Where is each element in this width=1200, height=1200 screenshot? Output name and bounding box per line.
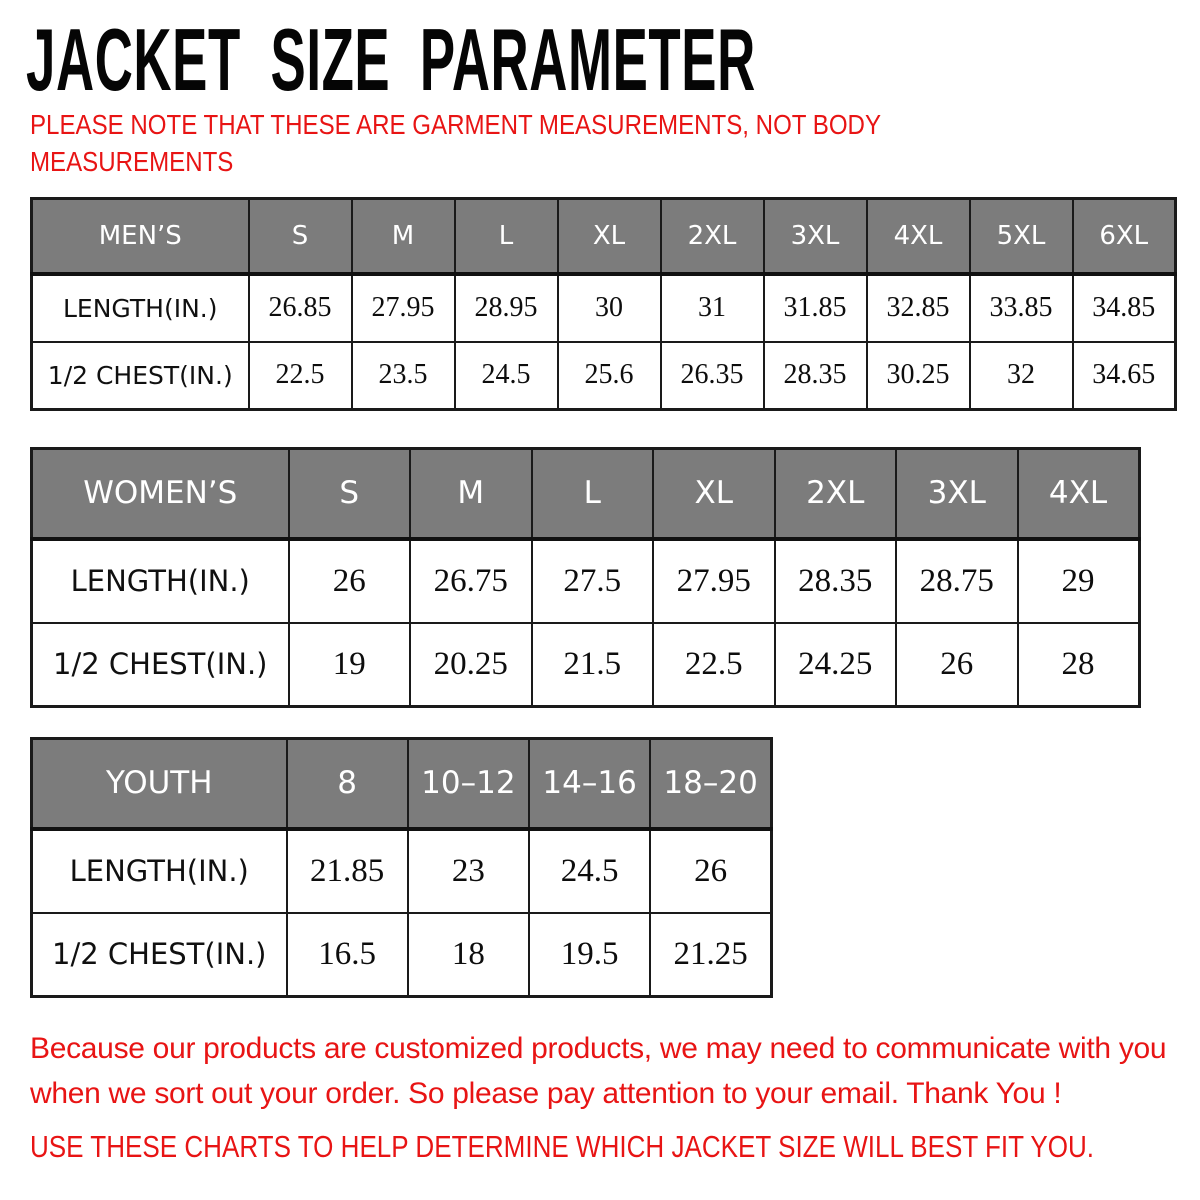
table-corner-label: YOUTH: [32, 739, 287, 829]
measurement-value-cell: 19.5: [529, 913, 650, 997]
measurement-value-cell: 24.25: [775, 623, 897, 707]
measurement-value-cell: 21.25: [650, 913, 771, 997]
garment-measurement-note-line2: MEASUREMENTS: [30, 146, 234, 177]
measurement-value-cell: 21.85: [287, 829, 408, 913]
size-column-header: 8: [287, 739, 408, 829]
measurement-value-cell: 31.85: [764, 274, 867, 342]
measurement-value-cell: 30.25: [867, 342, 970, 410]
table-row: [32, 623, 1140, 707]
measurement-value-cell: 27.5: [532, 539, 654, 623]
measurement-value-cell: 25.6: [558, 342, 661, 410]
table-row: [32, 274, 1176, 342]
measurement-value-cell: 18: [408, 913, 529, 997]
measurement-value-cell: 28.75: [896, 539, 1018, 623]
size-column-header: M: [410, 449, 532, 539]
youth-size-table: [30, 737, 773, 998]
measurement-row-label: 1/2 CHEST(IN.): [32, 623, 289, 707]
measurement-value-cell: 22.5: [249, 342, 352, 410]
usage-instruction: USE THESE CHARTS TO HELP DETERMINE WHICH JACKET SIZE WILL BEST FIT YOU.: [30, 1129, 1095, 1164]
measurement-value-cell: 21.5: [532, 623, 654, 707]
size-column-header: 3XL: [764, 199, 867, 274]
measurement-row-label: LENGTH(IN.): [32, 829, 287, 913]
garment-measurement-note: [30, 106, 881, 180]
measurement-value-cell: 33.85: [970, 274, 1073, 342]
measurement-value-cell: 32: [970, 342, 1073, 410]
table-row: [32, 539, 1140, 623]
measurement-value-cell: 32.85: [867, 274, 970, 342]
measurement-value-cell: 26.85: [249, 274, 352, 342]
measurement-value-cell: 26.35: [661, 342, 764, 410]
size-column-header: 10–12: [408, 739, 529, 829]
size-column-header: 18–20: [650, 739, 771, 829]
measurement-value-cell: 22.5: [653, 623, 775, 707]
womens-size-table: [30, 447, 1141, 708]
measurement-value-cell: 29: [1018, 539, 1140, 623]
size-column-header: L: [532, 449, 654, 539]
mens-size-table: [30, 197, 1177, 411]
size-column-header: S: [249, 199, 352, 274]
size-column-header: 5XL: [970, 199, 1073, 274]
measurement-value-cell: 24.5: [529, 829, 650, 913]
garment-measurement-note-line1: PLEASE NOTE THAT THESE ARE GARMENT MEASUREMENTS, NOT BODY: [30, 109, 882, 140]
measurement-value-cell: 23.5: [352, 342, 455, 410]
measurement-value-cell: 19: [289, 623, 411, 707]
measurement-value-cell: 27.95: [352, 274, 455, 342]
size-column-header: 14–16: [529, 739, 650, 829]
measurement-value-cell: 30: [558, 274, 661, 342]
measurement-row-label: LENGTH(IN.): [32, 539, 289, 623]
measurement-value-cell: 24.5: [455, 342, 558, 410]
table-header-row: [32, 739, 772, 829]
measurement-value-cell: 27.95: [653, 539, 775, 623]
customization-notice: [30, 1026, 1166, 1116]
measurement-row-label: 1/2 CHEST(IN.): [32, 342, 249, 410]
size-column-header: XL: [653, 449, 775, 539]
size-column-header: 2XL: [661, 199, 764, 274]
size-column-header: 6XL: [1073, 199, 1176, 274]
measurement-value-cell: 20.25: [410, 623, 532, 707]
measurement-value-cell: 16.5: [287, 913, 408, 997]
table-corner-label: MEN’S: [32, 199, 249, 274]
size-column-header: S: [289, 449, 411, 539]
measurement-value-cell: 28.35: [775, 539, 897, 623]
size-column-header: 2XL: [775, 449, 897, 539]
size-column-header: M: [352, 199, 455, 274]
measurement-value-cell: 34.65: [1073, 342, 1176, 410]
measurement-value-cell: 28.35: [764, 342, 867, 410]
measurement-value-cell: 26: [896, 623, 1018, 707]
measurement-value-cell: 31: [661, 274, 764, 342]
customization-notice-line1: Because our products are customized products, we may need to communicate with you: [30, 1032, 1167, 1065]
size-column-header: 4XL: [867, 199, 970, 274]
customization-notice-line2: when we sort out your order. So please pay attention to your email. Thank You !: [30, 1077, 1062, 1110]
table-header-row: [32, 449, 1140, 539]
measurement-value-cell: 34.85: [1073, 274, 1176, 342]
measurement-value-cell: 23: [408, 829, 529, 913]
table-row: [32, 829, 772, 913]
measurement-value-cell: 28.95: [455, 274, 558, 342]
measurement-value-cell: 28: [1018, 623, 1140, 707]
measurement-value-cell: 26.75: [410, 539, 532, 623]
measurement-row-label: 1/2 CHEST(IN.): [32, 913, 287, 997]
table-row: [32, 342, 1176, 410]
size-column-header: L: [455, 199, 558, 274]
size-column-header: 3XL: [896, 449, 1018, 539]
measurement-value-cell: 26: [289, 539, 411, 623]
size-column-header: 4XL: [1018, 449, 1140, 539]
table-row: [32, 913, 772, 997]
size-column-header: XL: [558, 199, 661, 274]
page-title: JACKET SIZE PARAMETER: [26, 10, 756, 109]
table-corner-label: WOMEN’S: [32, 449, 289, 539]
measurement-value-cell: 26: [650, 829, 771, 913]
measurement-row-label: LENGTH(IN.): [32, 274, 249, 342]
table-header-row: [32, 199, 1176, 274]
